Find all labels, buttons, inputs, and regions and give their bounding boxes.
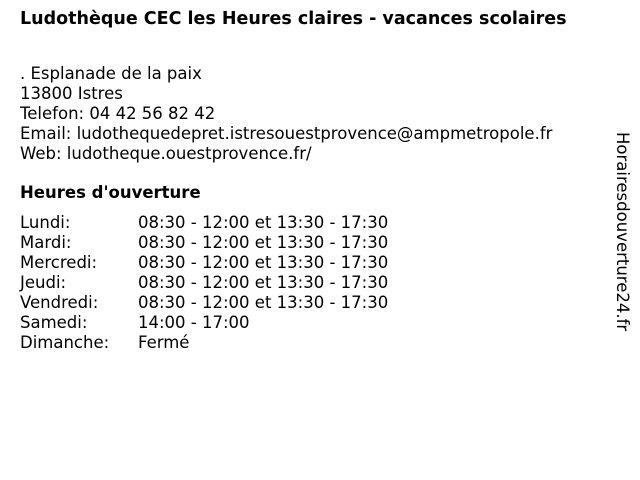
time-range: 08:30 - 12:00 et 13:30 - 17:30 xyxy=(138,233,389,252)
time-range: 08:30 - 12:00 et 13:30 - 17:30 xyxy=(138,293,389,312)
city-postal: 13800 Istres xyxy=(20,84,123,103)
street-address: . Esplanade de la paix xyxy=(20,64,202,83)
time-range: 14:00 - 17:00 xyxy=(138,313,250,332)
time-range: 08:30 - 12:00 et 13:30 - 17:30 xyxy=(138,253,389,272)
day-label: Lundi: xyxy=(20,213,71,232)
page-title: Ludothèque CEC les Heures claires - vacances scolaires xyxy=(20,9,567,29)
day-label: Mercredi: xyxy=(20,253,98,272)
address-block xyxy=(20,64,552,164)
hours-heading: Heures d'ouverture xyxy=(20,183,201,202)
day-label: Mardi: xyxy=(20,233,72,252)
day-label: Jeudi: xyxy=(20,273,67,292)
site-watermark: Horairesdouverture24.fr xyxy=(613,132,632,332)
time-range: Fermé xyxy=(138,333,190,352)
day-label: Samedi: xyxy=(20,313,88,332)
day-label: Dimanche: xyxy=(20,333,110,352)
time-range: 08:30 - 12:00 et 13:30 - 17:30 xyxy=(138,273,389,292)
email-address: Email: ludothequedepret.istresouestprovence@ampmetropole.fr xyxy=(20,124,553,143)
day-label: Vendredi: xyxy=(20,293,99,312)
website: Web: ludotheque.ouestprovence.fr/ xyxy=(20,144,312,163)
time-range: 08:30 - 12:00 et 13:30 - 17:30 xyxy=(138,213,389,232)
phone-number: Telefon: 04 42 56 82 42 xyxy=(20,104,216,123)
